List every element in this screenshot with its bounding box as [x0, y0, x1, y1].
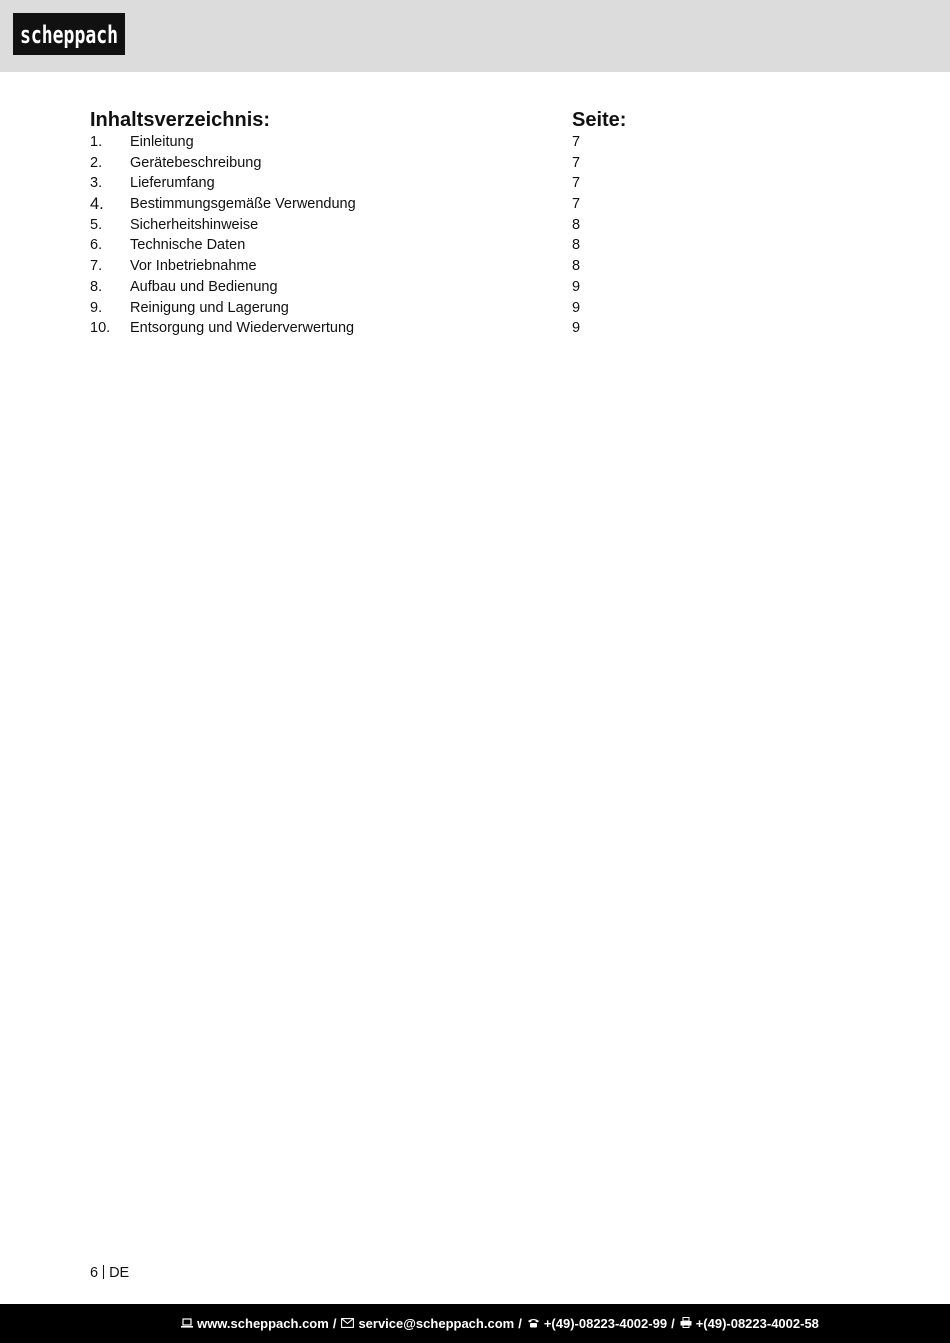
contact-bar — [0, 1304, 950, 1343]
toc-entry-page: 8 — [572, 237, 581, 254]
page-footer-divider — [103, 1265, 104, 1279]
toc-entry-number: 10. — [90, 320, 111, 337]
contact-separator: / — [332, 1316, 337, 1331]
toc-entry[interactable] — [90, 318, 610, 339]
toc-entry[interactable] — [90, 194, 610, 215]
page-number: 6 — [90, 1265, 99, 1281]
toc-entry-page: 9 — [572, 278, 581, 295]
scheppach-logo — [13, 13, 125, 55]
toc-entry[interactable] — [90, 215, 610, 236]
toc-entry-title: Vor Inbetriebnahme — [130, 258, 257, 275]
toc-entry[interactable] — [90, 277, 610, 298]
toc-entry[interactable] — [90, 153, 610, 174]
toc-entry-title: Entsorgung und Wiederverwertung — [130, 320, 355, 337]
website-link[interactable]: www.scheppach.com — [197, 1316, 329, 1331]
fax-icon — [680, 1316, 692, 1331]
svg-text:scheppach: scheppach — [20, 21, 118, 49]
toc-entry-page: 8 — [572, 216, 581, 233]
toc-page-heading: Seite: — [572, 109, 627, 131]
toc-entry-title: Bestimmungsgemäße Verwendung — [130, 196, 356, 213]
toc-entry-number: 6. — [90, 237, 103, 254]
toc-entry-number: 2. — [90, 154, 103, 171]
language-code: DE — [109, 1265, 130, 1281]
contact-separator: / — [518, 1316, 522, 1331]
toc-entry-number: 7. — [90, 258, 103, 275]
toc-entry-title: Sicherheitshinweise — [130, 216, 259, 233]
toc-entry[interactable] — [90, 132, 610, 153]
toc-heading: Inhaltsverzeichnis: — [90, 109, 271, 131]
toc-entry-number: 5. — [90, 216, 103, 233]
toc-entry[interactable] — [90, 256, 610, 277]
page-footer — [90, 1263, 129, 1283]
toc-entry[interactable] — [90, 235, 610, 256]
email-link[interactable]: service@scheppach.com — [358, 1316, 515, 1331]
contact-separator: / — [671, 1316, 675, 1331]
toc-entry-page: 7 — [572, 175, 581, 192]
phone-icon — [527, 1316, 540, 1331]
toc-entry-title: Technische Daten — [130, 237, 246, 254]
toc-entry[interactable] — [90, 298, 610, 319]
toc-entry-page: 9 — [572, 320, 581, 337]
toc-entry-page: 7 — [572, 154, 581, 171]
header-band — [0, 0, 950, 72]
toc-entry-number: 3. — [90, 175, 103, 192]
logo-wordmark — [17, 16, 121, 52]
email-icon — [341, 1316, 354, 1331]
toc-entry-title: Aufbau und Bedienung — [130, 278, 278, 295]
toc-entry-number: 9. — [90, 299, 103, 316]
toc-entry-number: 8. — [90, 278, 103, 295]
phone-number[interactable]: +(49)-08223-4002-99 — [543, 1316, 668, 1331]
toc-entry-title: Reinigung und Lagerung — [130, 299, 289, 316]
toc-entry-title: Gerätebeschreibung — [130, 154, 262, 171]
toc-entry-title: Lieferumfang — [130, 175, 215, 192]
computer-icon — [181, 1316, 193, 1331]
toc-entry-page: 7 — [572, 134, 581, 150]
toc-entry-number: 1. — [90, 134, 103, 150]
toc-entry[interactable] — [90, 173, 610, 194]
toc-list — [90, 132, 610, 339]
toc-entry-page: 8 — [572, 258, 581, 275]
fax-number[interactable]: +(49)-08223-4002-58 — [695, 1316, 819, 1331]
toc-entry-number: 4. — [90, 195, 104, 214]
toc-entry-page: 9 — [572, 299, 581, 316]
toc-entry-page: 7 — [572, 196, 581, 213]
toc-entry-title: Einleitung — [130, 134, 194, 150]
